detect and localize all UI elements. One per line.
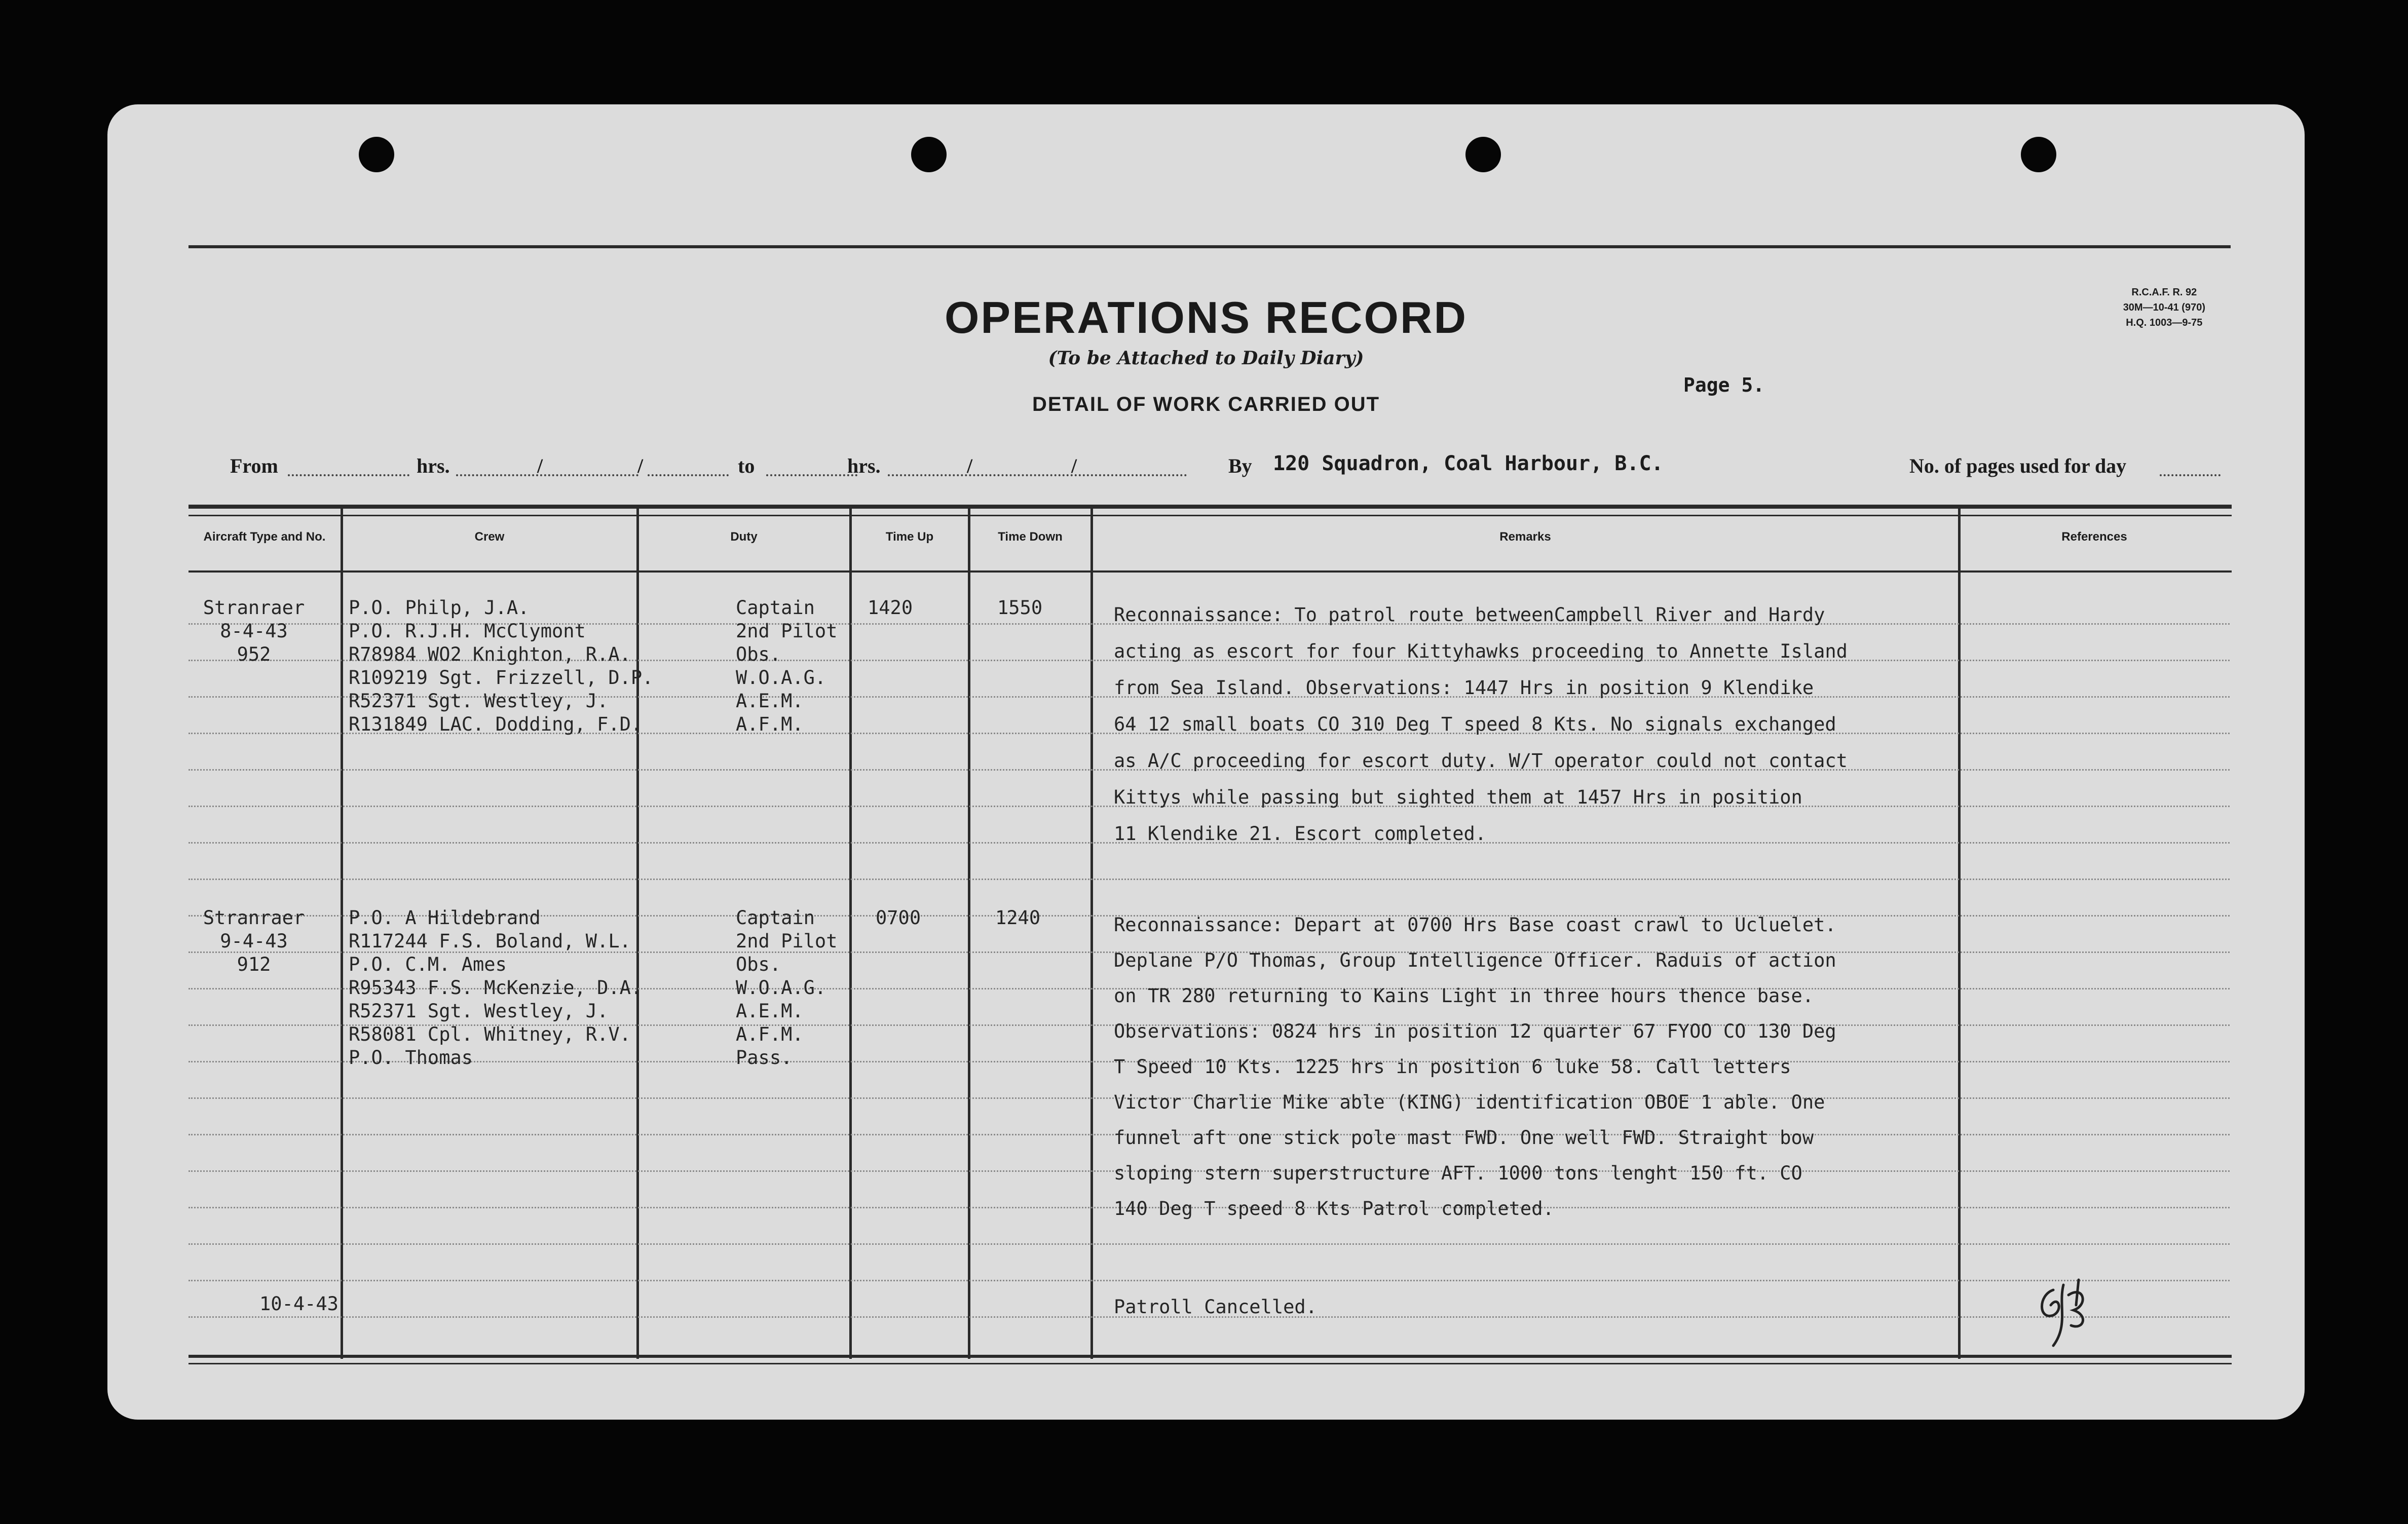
binder-hole [359,137,394,172]
column-divider [968,508,970,1359]
col-crew-header: Crew [474,530,505,544]
column-divider [341,508,343,1359]
remarks-line: Patroll Cancelled. [1114,1296,1317,1318]
hrs-label: hrs. [847,454,881,477]
duty: 2nd Pilot [736,930,838,952]
entry-date: 10-4-43 [259,1293,338,1315]
pages-used-label: No. of pages used for day [1909,454,2127,477]
remarks-line: Reconnaissance: To patrol route betweenCampbell River and Hardy [1114,604,1825,626]
squadron-name: 120 Squadron, Coal Harbour, B.C. [1273,452,1664,475]
duty: Obs. [736,954,781,975]
time-down: 1550 [997,597,1043,619]
time-down: 1240 [995,907,1041,929]
entry-date: 9-4-43 [220,930,288,952]
dotted-line [456,474,638,476]
page-number: Page 5. [1683,374,1765,396]
dotted-line [766,474,857,476]
handwritten-initials [2033,1275,2099,1351]
duty: Pass. [736,1047,793,1069]
to-label: to [738,454,755,477]
time-up: 0700 [876,907,921,929]
col-aircraft-header: Aircraft Type and No. [203,530,326,544]
aircraft-number: 952 [237,643,271,665]
col-remarks-header: Remarks [1499,530,1551,544]
crew-member: P.O. R.J.H. McClymont [349,620,586,642]
crew-member: P.O. C.M. Ames [349,954,507,975]
crew-member: R58081 Cpl. Whitney, R.V. [349,1023,631,1045]
ruled-line [189,1280,2230,1281]
by-label: By [1228,454,1252,477]
remarks-line: Observations: 0824 hrs in position 12 quarter 67 FYOO CO 130 Deg [1114,1020,1836,1042]
remarks-line: 140 Deg T speed 8 Kts Patrol completed. [1114,1198,1554,1220]
aircraft-type: Stranraer [203,597,305,619]
remarks-line: funnel aft one stick pole mast FWD. One well FWD. Straight bow [1114,1127,1814,1149]
duty: W.O.A.G. [736,667,826,689]
aircraft-number: 912 [237,954,271,975]
dotted-line [2160,474,2221,476]
crew-member: R78984 WO2 Knighton, R.A. [349,643,631,665]
col-time-up-header: Time Up [885,530,934,544]
date-separator: / [967,454,973,477]
remarks-line: T Speed 10 Kts. 1225 hrs in position 6 luke 58. Call letters [1114,1056,1791,1078]
crew-member: R52371 Sgt. Westley, J. [349,690,609,712]
duty: 2nd Pilot [736,620,838,642]
ruled-line [189,879,2230,880]
crew-member: P.O. Philp, J.A. [349,597,530,619]
duty: Captain [736,597,815,619]
aircraft-type: Stranraer [203,907,305,929]
top-rule [189,245,2231,248]
date-separator: / [537,454,543,477]
remarks-line: 11 Klendike 21. Escort completed. [1114,823,1487,845]
binder-hole [2021,137,2056,172]
duty: A.E.M. [736,1000,804,1022]
form-code-line: 30M—10-41 (970) [2123,302,2205,313]
remarks-line: from Sea Island. Observations: 1447 Hrs in position 9 Klendike [1114,677,1814,699]
binder-hole [1465,137,1501,172]
time-up: 1420 [868,597,913,619]
crew-member: P.O. A Hildebrand [349,907,541,929]
column-divider [636,508,639,1359]
ruled-line [189,1243,2230,1245]
duty: A.F.M. [736,1023,804,1045]
crew-member: R95343 F.S. McKenzie, D.A. [349,977,643,999]
table-bottom-rule [189,1363,2232,1364]
table-bottom-rule [189,1355,2232,1358]
remarks-line: Victor Charlie Mike able (KING) identification OBOE 1 able. One [1114,1091,1825,1113]
crew-member: R109219 Sgt. Frizzell, D.P. [349,667,654,689]
duty: W.O.A.G. [736,977,826,999]
form-code [2123,285,2205,330]
entry-date: 8-4-43 [220,620,288,642]
crew-member: R131849 LAC. Dodding, F.D. [349,713,643,735]
hrs-label: hrs. [417,454,450,477]
crew-member: R117244 F.S. Boland, W.L. [349,930,631,952]
remarks-line: acting as escort for four Kittyhawks proceeding to Annette Island [1114,640,1848,662]
crew-member: P.O. Thomas [349,1047,473,1069]
column-divider [1958,508,1961,1359]
remarks-line: Reconnaissance: Depart at 0700 Hrs Base coast crawl to Ucluelet. [1114,914,1836,936]
remarks-line: sloping stern superstructure AFT. 1000 tons lenght 150 ft. CO [1114,1162,1802,1184]
remarks-line: 64 12 small boats CO 310 Deg T speed 8 Kts. No signals exchanged [1114,713,1836,735]
date-separator: / [637,454,644,477]
table-top-rule [189,515,2232,516]
date-separator: / [1071,454,1077,477]
column-divider [1090,508,1093,1359]
duty: A.F.M. [736,713,804,735]
operations-record-card [107,104,2305,1420]
remarks-line: Deplane P/O Thomas, Group Intelligence Officer. Raduis of action [1114,949,1836,971]
dotted-line [648,474,729,476]
dotted-line [288,474,409,476]
dotted-line [888,474,1187,476]
form-title: OPERATIONS RECORD [944,292,1468,342]
col-duty-header: Duty [730,530,758,544]
form-code-line: H.Q. 1003—9-75 [2126,317,2203,328]
binder-hole [911,137,947,172]
col-time-down-header: Time Down [998,530,1063,544]
form-code-line: R.C.A.F. R. 92 [2131,287,2197,298]
remarks-line: Kittys while passing but sighted them at 1457 Hrs in position [1114,786,1802,808]
header-bottom-rule [189,570,2232,573]
duty: A.E.M. [736,690,804,712]
table-top-rule [189,505,2232,509]
remarks-line: on TR 280 returning to Kains Light in three hours thence base. [1114,985,1814,1007]
form-detail-heading: DETAIL OF WORK CARRIED OUT [1032,393,1380,415]
crew-member: R52371 Sgt. Westley, J. [349,1000,609,1022]
col-references-header: References [2061,530,2127,544]
remarks-line: as A/C proceeding for escort duty. W/T operator could not contact [1114,750,1848,772]
from-label: From [230,454,278,477]
form-subtitle: (To be Attached to Daily Diary) [1048,348,1364,369]
duty: Obs. [736,643,781,665]
duty: Captain [736,907,815,929]
column-divider [849,508,852,1359]
